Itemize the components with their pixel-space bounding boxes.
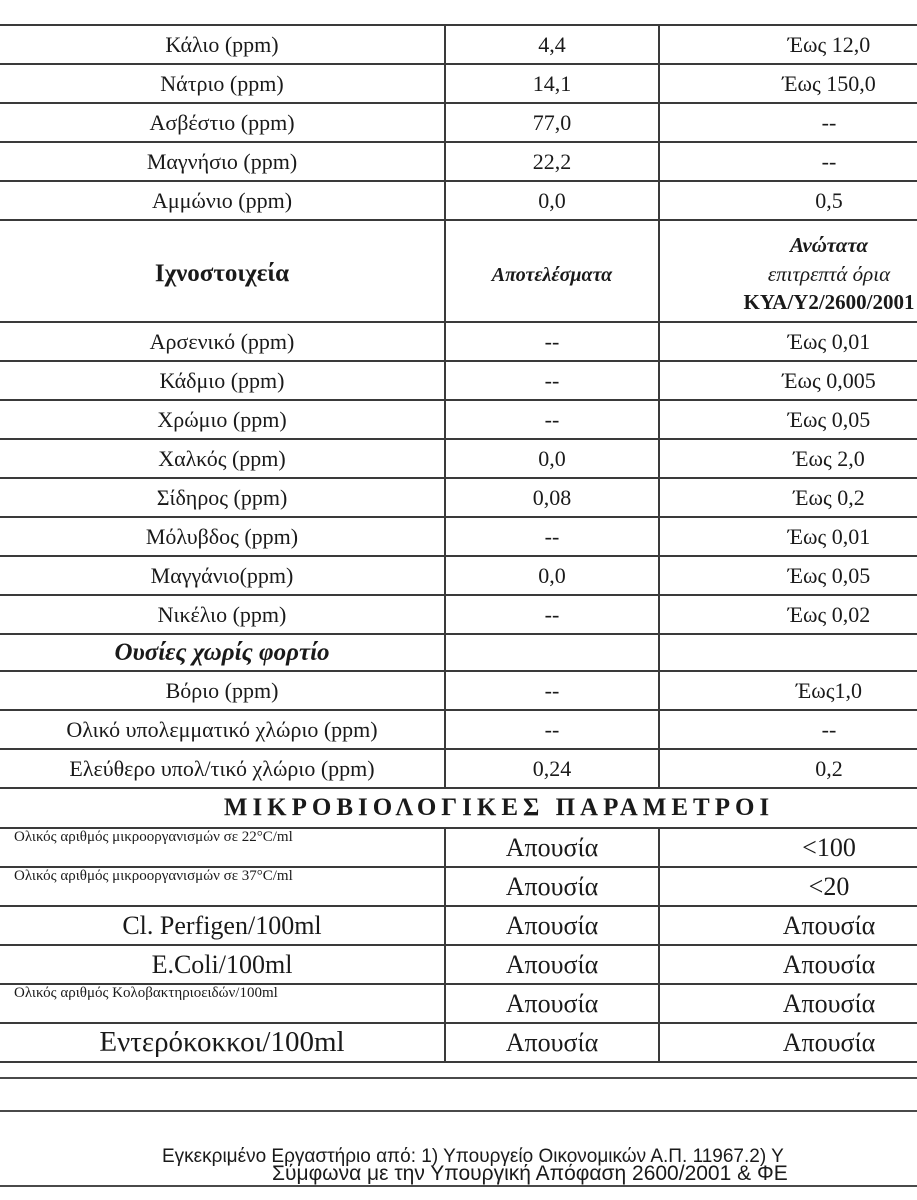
- table-row: [0, 517, 917, 556]
- uncharged-header-row: [0, 634, 917, 671]
- result-cell: 14,1: [445, 64, 659, 103]
- result-cell: --: [445, 361, 659, 400]
- result-cell: Απουσία: [445, 945, 659, 984]
- limit-cell: Έως1,0: [659, 671, 917, 710]
- limit-cell: Απουσία: [659, 1023, 917, 1062]
- result-cell: --: [445, 400, 659, 439]
- micro-header-row: [0, 788, 917, 828]
- result-cell: Απουσία: [445, 867, 659, 906]
- table-row: [0, 478, 917, 517]
- parameter-cell: Αμμώνιο (ppm): [0, 181, 445, 220]
- parameter-cell: Νικέλιο (ppm): [0, 595, 445, 634]
- table-row: [0, 867, 917, 906]
- limit-cell: --: [659, 710, 917, 749]
- limit-cell: Απουσία: [659, 906, 917, 945]
- limit-cell: Έως 0,2: [659, 478, 917, 517]
- parameter-cell: Κάδμιο (ppm): [0, 361, 445, 400]
- footer-divider-top: [0, 1077, 917, 1079]
- parameter-cell: Μόλυβδος (ppm): [0, 517, 445, 556]
- parameter-cell: Μαγγάνιο(ppm): [0, 556, 445, 595]
- result-cell: 22,2: [445, 142, 659, 181]
- limit-cell: 0,2: [659, 749, 917, 788]
- limit-cell: 0,5: [659, 181, 917, 220]
- micro-section-title: ΜΙΚΡΟΒΙΟΛΟΓΙΚΕΣ ΠΑΡΑΜΕΤΡΟΙ: [0, 788, 917, 828]
- parameter-cell: Ασβέστιο (ppm): [0, 103, 445, 142]
- footer-divider-1: [0, 1110, 917, 1112]
- table-row: [0, 671, 917, 710]
- limit-cell: Έως 0,005: [659, 361, 917, 400]
- parameter-cell: Ολικός αριθμός μικροοργανισμών σε 22°C/ml: [0, 828, 445, 867]
- limit-cell: Έως 0,01: [659, 517, 917, 556]
- limit-cell: Απουσία: [659, 984, 917, 1023]
- table-row: [0, 439, 917, 478]
- limit-cell: Έως 0,01: [659, 322, 917, 361]
- result-cell: 0,08: [445, 478, 659, 517]
- table-row: [0, 103, 917, 142]
- trace-header-parameter: Ιχνοστοιχεία: [0, 220, 445, 322]
- parameter-cell: Ολικός αριθμός Κολοβακτηριοειδών/100ml: [0, 984, 445, 1023]
- limit-cell: Έως 0,05: [659, 556, 917, 595]
- trace-header-limit: [659, 220, 917, 322]
- table-row: [0, 322, 917, 361]
- limit-header-line: επιτρεπτά όρια: [767, 261, 891, 286]
- result-cell: --: [445, 710, 659, 749]
- limit-cell: Απουσία: [659, 945, 917, 984]
- limit-cell: Έως 0,02: [659, 595, 917, 634]
- parameter-cell: Κάλιο (ppm): [0, 25, 445, 64]
- table-row: [0, 945, 917, 984]
- table-body: [0, 25, 917, 1062]
- parameter-cell: Ολικό υπολεμματικό χλώριο (ppm): [0, 710, 445, 749]
- result-cell: 0,0: [445, 181, 659, 220]
- parameter-cell: Μαγνήσιο (ppm): [0, 142, 445, 181]
- parameter-cell: Ολικός αριθμός μικροοργανισμών σε 37°C/ml: [0, 867, 445, 906]
- result-cell: --: [445, 671, 659, 710]
- parameter-cell: E.Coli/100ml: [0, 945, 445, 984]
- table-row: [0, 64, 917, 103]
- result-cell: 0,0: [445, 556, 659, 595]
- result-cell: Απουσία: [445, 828, 659, 867]
- parameter-cell: Νάτριο (ppm): [0, 64, 445, 103]
- uncharged-header: Ουσίες χωρίς φορτίο: [0, 634, 445, 671]
- table-row: [0, 595, 917, 634]
- result-cell: Απουσία: [445, 1023, 659, 1062]
- limit-header-line: ΚΥΑ/Υ2/2600/2001: [743, 290, 915, 315]
- limit-cell: --: [659, 103, 917, 142]
- table-row: [0, 400, 917, 439]
- table-row: [0, 556, 917, 595]
- water-analysis-table: [0, 24, 917, 1063]
- table-row: [0, 828, 917, 867]
- approval-note: Εγκεκριμένο Εργαστήριο από: 1) Υπουργείο Οικονομικών Α.Π. 11967.2) Υ: [162, 1146, 784, 1167]
- table-row: [0, 710, 917, 749]
- parameter-cell: Χαλκός (ppm): [0, 439, 445, 478]
- parameter-cell: Εντερόκοκκοι/100ml: [0, 1023, 445, 1062]
- result-cell: --: [445, 322, 659, 361]
- result-cell: Απουσία: [445, 984, 659, 1023]
- table-row: [0, 906, 917, 945]
- parameter-cell: Αρσενικό (ppm): [0, 322, 445, 361]
- table-row: [0, 361, 917, 400]
- limit-header-line: Ανώτατα: [790, 233, 868, 258]
- parameter-cell: Ελεύθερο υπολ/τικό χλώριο (ppm): [0, 749, 445, 788]
- limit-cell: Έως 2,0: [659, 439, 917, 478]
- trace-header-row: [0, 220, 917, 322]
- result-cell: 4,4: [445, 25, 659, 64]
- result-cell: --: [445, 595, 659, 634]
- limit-cell: --: [659, 142, 917, 181]
- table-row: [0, 181, 917, 220]
- trace-header-result: Αποτελέσματα: [445, 220, 659, 322]
- result-cell: --: [445, 517, 659, 556]
- limit-cell: Έως 150,0: [659, 64, 917, 103]
- table-row: [0, 25, 917, 64]
- table-row: [0, 984, 917, 1023]
- parameter-cell: Cl. Perfigen/100ml: [0, 906, 445, 945]
- table-row: [0, 749, 917, 788]
- empty-cell: [659, 634, 917, 671]
- limit-cell: Έως 0,05: [659, 400, 917, 439]
- table-row: [0, 1023, 917, 1062]
- limit-cell: Έως 12,0: [659, 25, 917, 64]
- limit-cell: <20: [659, 867, 917, 906]
- table-row: [0, 142, 917, 181]
- regulation-note: Σύμφωνα με την Υπουργική Απόφαση 2600/2001 & ΦΕ: [272, 1162, 788, 1185]
- result-cell: 0,0: [445, 439, 659, 478]
- empty-cell: [445, 634, 659, 671]
- result-cell: 0,24: [445, 749, 659, 788]
- parameter-cell: Χρώμιο (ppm): [0, 400, 445, 439]
- parameter-cell: Σίδηρος (ppm): [0, 478, 445, 517]
- limit-cell: <100: [659, 828, 917, 867]
- result-cell: Απουσία: [445, 906, 659, 945]
- result-cell: 77,0: [445, 103, 659, 142]
- parameter-cell: Βόριο (ppm): [0, 671, 445, 710]
